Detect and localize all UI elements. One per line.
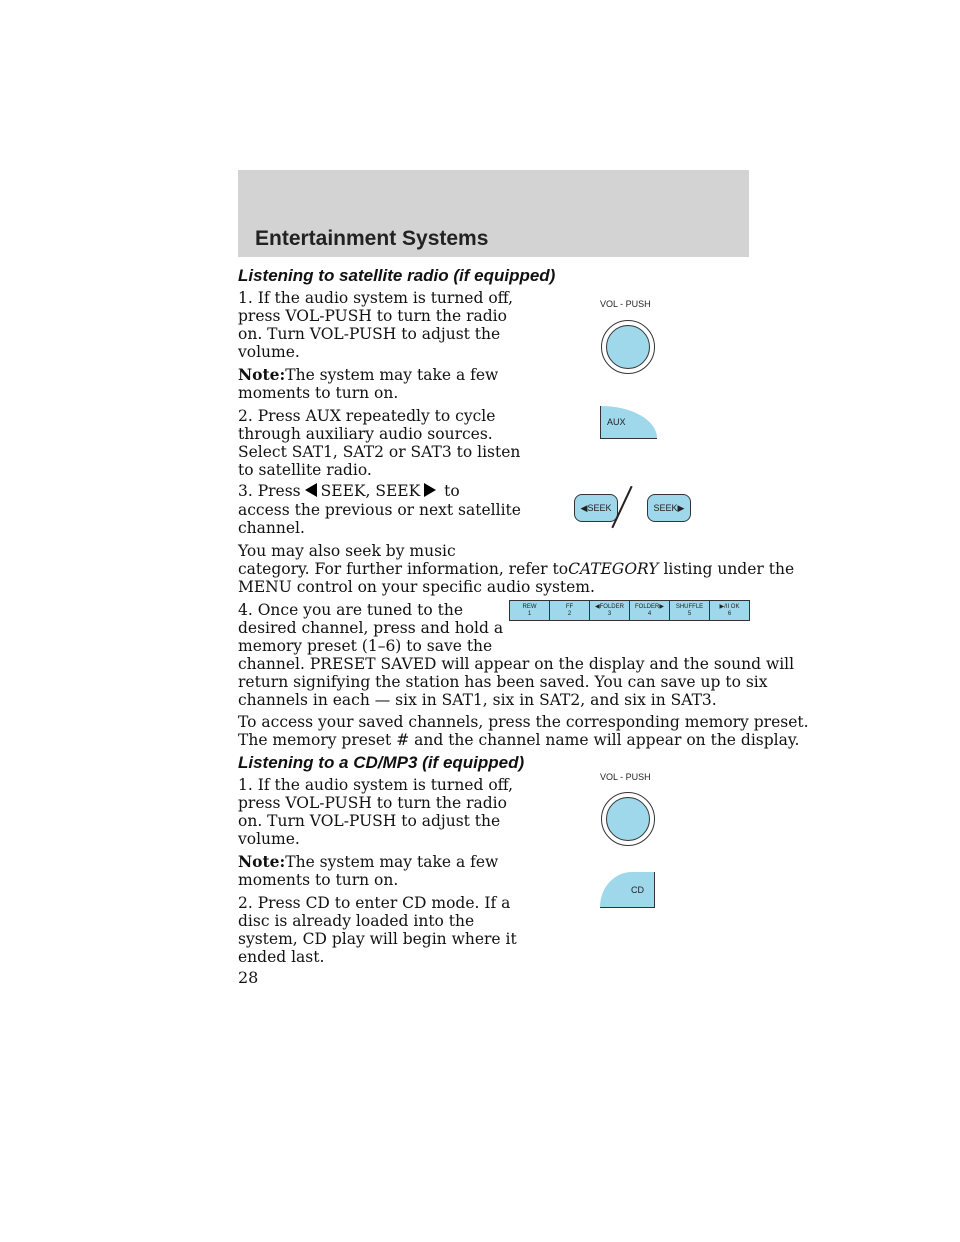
cd-step2-line1: 2. Press CD to enter CD mode. If a <box>238 894 511 912</box>
step3-seek: SEEK, SEEK <box>320 482 421 500</box>
seek-para-line2 <box>238 560 794 578</box>
category-term: CATEGORY <box>568 560 659 578</box>
seek-right-button: SEEK▶ <box>647 494 691 522</box>
preset-button-strip <box>509 600 749 621</box>
access-para-line1: To access your saved channels, press the corresponding memory preset. <box>238 713 809 731</box>
step2-line3: Select SAT1, SAT2 or SAT3 to listen <box>238 443 521 461</box>
step4-line4: channel. PRESET SAVED will appear on the display and the sound will <box>238 655 795 673</box>
step1-line2: press VOL-PUSH to turn the radio <box>238 307 507 325</box>
preset-number: 4 <box>647 610 652 617</box>
step3-line1 <box>238 482 460 500</box>
knob-face <box>606 797 650 841</box>
step1-line3: on. Turn VOL-PUSH to adjust the <box>238 325 501 343</box>
preset-button-6 <box>709 600 750 621</box>
note1-line1 <box>238 366 498 384</box>
seek-para-line1: You may also seek by music <box>238 542 456 560</box>
cd-step2-line2: disc is already loaded into the <box>238 912 475 930</box>
step4-line2: desired channel, press and hold a <box>238 619 504 637</box>
preset-button-4 <box>629 600 670 621</box>
seek-para-text: category. For further information, refer to <box>238 560 569 578</box>
seek-left-button: ◀SEEK <box>574 494 618 522</box>
preset-number: 5 <box>687 610 692 617</box>
preset-label: ▶/II OK <box>719 603 740 610</box>
step2-line4: to satellite radio. <box>238 461 372 479</box>
cd-step1-line1: 1. If the audio system is turned off, <box>238 776 514 794</box>
step1-line1: 1. If the audio system is turned off, <box>238 289 514 307</box>
knob-face <box>606 325 650 369</box>
preset-button-3 <box>589 600 630 621</box>
preset-number: 6 <box>727 610 732 617</box>
preset-button-2 <box>549 600 590 621</box>
vol-push-knob <box>601 320 655 374</box>
note-label: Note: <box>238 852 286 871</box>
cd-step1-line3: on. Turn VOL-PUSH to adjust the <box>238 812 501 830</box>
access-para-line2: The memory preset # and the channel name will appear on the display. <box>238 731 800 749</box>
step3-to: to <box>444 482 460 500</box>
cd-step2-line3: system, CD play will begin where it <box>238 930 517 948</box>
step3-line2: access the previous or next satellite <box>238 501 521 519</box>
note-text: The system may take a few <box>285 853 499 871</box>
note1-line2: moments to turn on. <box>238 384 399 402</box>
cd-step1-line4: volume. <box>238 830 300 848</box>
note-text: The system may take a few <box>285 366 499 384</box>
preset-number: 1 <box>527 610 532 617</box>
preset-label: REW <box>522 603 537 610</box>
vol-push-label-2: VOL - PUSH <box>600 772 651 782</box>
note-label: Note: <box>238 365 286 384</box>
preset-number: 2 <box>567 610 572 617</box>
step2-line1: 2. Press AUX repeatedly to cycle <box>238 407 496 425</box>
step4-line1: 4. Once you are tuned to the <box>238 601 464 619</box>
cd-step1-line2: press VOL-PUSH to turn the radio <box>238 794 507 812</box>
left-triangle-icon <box>305 483 317 497</box>
cd-step2-line4: ended last. <box>238 948 325 966</box>
preset-button-1 <box>509 600 550 621</box>
note2-line1 <box>238 853 498 871</box>
right-triangle-icon <box>424 483 436 497</box>
vol-push-label: VOL - PUSH <box>600 299 651 309</box>
section-header <box>238 170 749 257</box>
step4-line5: return signifying the station has been saved. You can save up to six <box>238 673 768 691</box>
step3-line3: channel. <box>238 519 305 537</box>
step4-line3: memory preset (1–6) to save the <box>238 637 493 655</box>
note2-line2: moments to turn on. <box>238 871 399 889</box>
aux-label: AUX <box>607 417 626 427</box>
step4-line6: channels in each — six in SAT1, six in SAT2, and six in SAT3. <box>238 691 717 709</box>
preset-label: FF <box>565 603 574 610</box>
seek-para-tail: listing under the <box>663 560 795 578</box>
preset-label: ◀FOLDER <box>595 603 624 610</box>
seek-para-line3: MENU control on your specific audio system. <box>238 578 595 596</box>
vol-push-knob-2 <box>601 792 655 846</box>
step1-line4: volume. <box>238 343 300 361</box>
preset-label: FOLDER▶ <box>635 603 664 610</box>
page-number: 28 <box>238 968 259 987</box>
section-heading-satellite: Listening to satellite radio (if equipped) <box>238 266 556 285</box>
step3-press: 3. Press <box>238 482 301 500</box>
preset-label: SHUFFLE <box>675 603 704 610</box>
step2-line2: through auxiliary audio sources. <box>238 425 493 443</box>
section-heading-cd: Listening to a CD/MP3 (if equipped) <box>238 753 525 772</box>
cd-button <box>600 872 655 908</box>
preset-button-5 <box>669 600 710 621</box>
cd-label: CD <box>631 885 644 895</box>
preset-number: 3 <box>607 610 612 617</box>
page-title: Entertainment Systems <box>255 227 489 250</box>
